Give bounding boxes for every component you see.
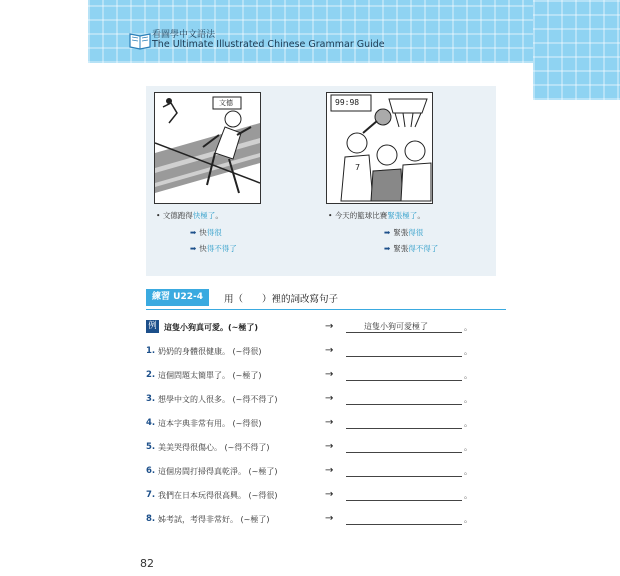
period: 。 <box>464 443 472 452</box>
example-row <box>146 322 516 338</box>
header-title-chinese: 看圖學中文語法 <box>152 30 216 40</box>
exercise-instruction: 用（ ）裡的詞改寫句子 <box>224 294 339 305</box>
illustration-box <box>146 86 496 276</box>
answer-blank[interactable] <box>346 428 462 429</box>
jersey-number: 7 <box>355 163 361 172</box>
left-opt2-hl: 得不得了 <box>206 244 237 253</box>
exercise-row <box>146 394 516 410</box>
item-sentence: 奶奶的身體很健康。 (~得很) <box>158 347 262 356</box>
period: 。 <box>464 515 472 524</box>
right-option-1 <box>384 227 423 238</box>
arrow-icon: ➡ <box>190 244 197 253</box>
example-sentence: 這隻小狗真可愛。(~極了) <box>164 323 259 332</box>
exercise-row <box>146 370 516 386</box>
item-number: 7. <box>146 490 156 500</box>
right-opt2-hl: 得不得了 <box>408 244 439 253</box>
right-caption-text: 今天的籃球比賽 <box>334 211 388 220</box>
basketball-drawing <box>327 93 432 203</box>
item-sentence: 姊考試，考得非常好。 (~極了) <box>158 515 270 524</box>
left-caption-text: 文德跑得 <box>162 211 193 220</box>
arrow-icon: → <box>325 441 334 452</box>
arrow-icon: → <box>325 417 334 428</box>
arrow-icon: → <box>325 393 334 404</box>
left-option-1 <box>190 227 222 238</box>
arrow-icon: ➡ <box>384 228 391 237</box>
item-number: 5. <box>146 442 156 452</box>
arrow-icon: → <box>325 489 334 500</box>
page-header <box>88 0 533 63</box>
item-sentence: 這個房間打掃得真乾淨。 (~極了) <box>158 467 278 476</box>
page-number: 82 <box>140 557 154 570</box>
exercise-row <box>146 514 516 530</box>
left-caption-end: 。 <box>215 211 223 220</box>
book-page <box>88 0 533 576</box>
item-number: 4. <box>146 418 156 428</box>
left-opt2-pre: 快 <box>199 244 207 253</box>
arrow-icon: ➡ <box>190 228 197 237</box>
item-sentence: 我們在日本玩得很高興。 (~得很) <box>158 491 278 500</box>
arrow-icon: ➡ <box>384 244 391 253</box>
header-tab <box>533 0 620 100</box>
answer-blank[interactable] <box>346 452 462 453</box>
right-opt1-hl: 得很 <box>408 228 424 237</box>
item-sentence: 美美哭得很傷心。 (~得不得了) <box>158 443 270 452</box>
item-number: 6. <box>146 466 156 476</box>
arrow-icon: → <box>325 513 334 524</box>
left-opt1-pre: 快 <box>199 228 207 237</box>
item-sentence: 想學中文的人很多。 (~得不得了) <box>158 395 278 404</box>
answer-blank[interactable] <box>346 404 462 405</box>
answer-blank[interactable] <box>346 524 462 525</box>
period: 。 <box>464 467 472 476</box>
right-caption-end: 。 <box>417 211 425 220</box>
item-number: 3. <box>146 394 156 404</box>
example-marker: 例 <box>146 320 159 333</box>
arrow-icon: → <box>325 345 334 356</box>
right-opt2-pre: 緊張 <box>393 244 409 253</box>
exercise-row <box>146 346 516 362</box>
item-sentence: 這本字典非常有用。 (~得很) <box>158 419 262 428</box>
period: 。 <box>464 491 472 500</box>
left-opt1-hl: 得很 <box>206 228 222 237</box>
arrow-icon: → <box>325 369 334 380</box>
period: 。 <box>464 323 472 332</box>
left-caption-highlight: 快極了 <box>192 211 216 220</box>
divider <box>146 309 506 310</box>
runner-drawing <box>155 93 260 203</box>
runner-sign-text: 文德 <box>219 99 233 107</box>
item-sentence: 這個問題太簡單了。 (~極了) <box>158 371 262 380</box>
period: 。 <box>464 347 472 356</box>
scoreboard-text: 99:98 <box>335 98 360 107</box>
arrow-icon: → <box>325 321 334 332</box>
exercise-row <box>146 442 516 458</box>
right-option-2 <box>384 243 438 254</box>
period: 。 <box>464 419 472 428</box>
right-caption: • 今天的籃球比賽緊張極了。 <box>328 211 425 220</box>
period: 。 <box>464 395 472 404</box>
header-title-english: The Ultimate Illustrated Chinese Grammar Guide <box>152 39 385 50</box>
running-illustration <box>154 92 261 204</box>
left-caption: • 文德跑得快極了。 <box>156 211 223 220</box>
open-book-icon <box>128 30 152 50</box>
exercise-row <box>146 490 516 506</box>
item-number: 2. <box>146 370 156 380</box>
basketball-illustration <box>326 92 433 204</box>
answer-line <box>346 332 462 333</box>
answer-blank[interactable] <box>346 356 462 357</box>
exercise-row <box>146 466 516 482</box>
arrow-icon: → <box>325 465 334 476</box>
left-option-2 <box>190 243 237 254</box>
exercise-badge: 練習 U22-4 <box>146 289 209 306</box>
answer-blank[interactable] <box>346 380 462 381</box>
right-opt1-pre: 緊張 <box>393 228 409 237</box>
right-caption-highlight: 緊張極了 <box>387 211 418 220</box>
answer-blank[interactable] <box>346 500 462 501</box>
exercise-row <box>146 418 516 434</box>
answer-blank[interactable] <box>346 476 462 477</box>
period: 。 <box>464 371 472 380</box>
item-number: 1. <box>146 346 156 356</box>
item-number: 8. <box>146 514 156 524</box>
example-answer: 這隻小狗可愛極了 <box>364 322 428 331</box>
